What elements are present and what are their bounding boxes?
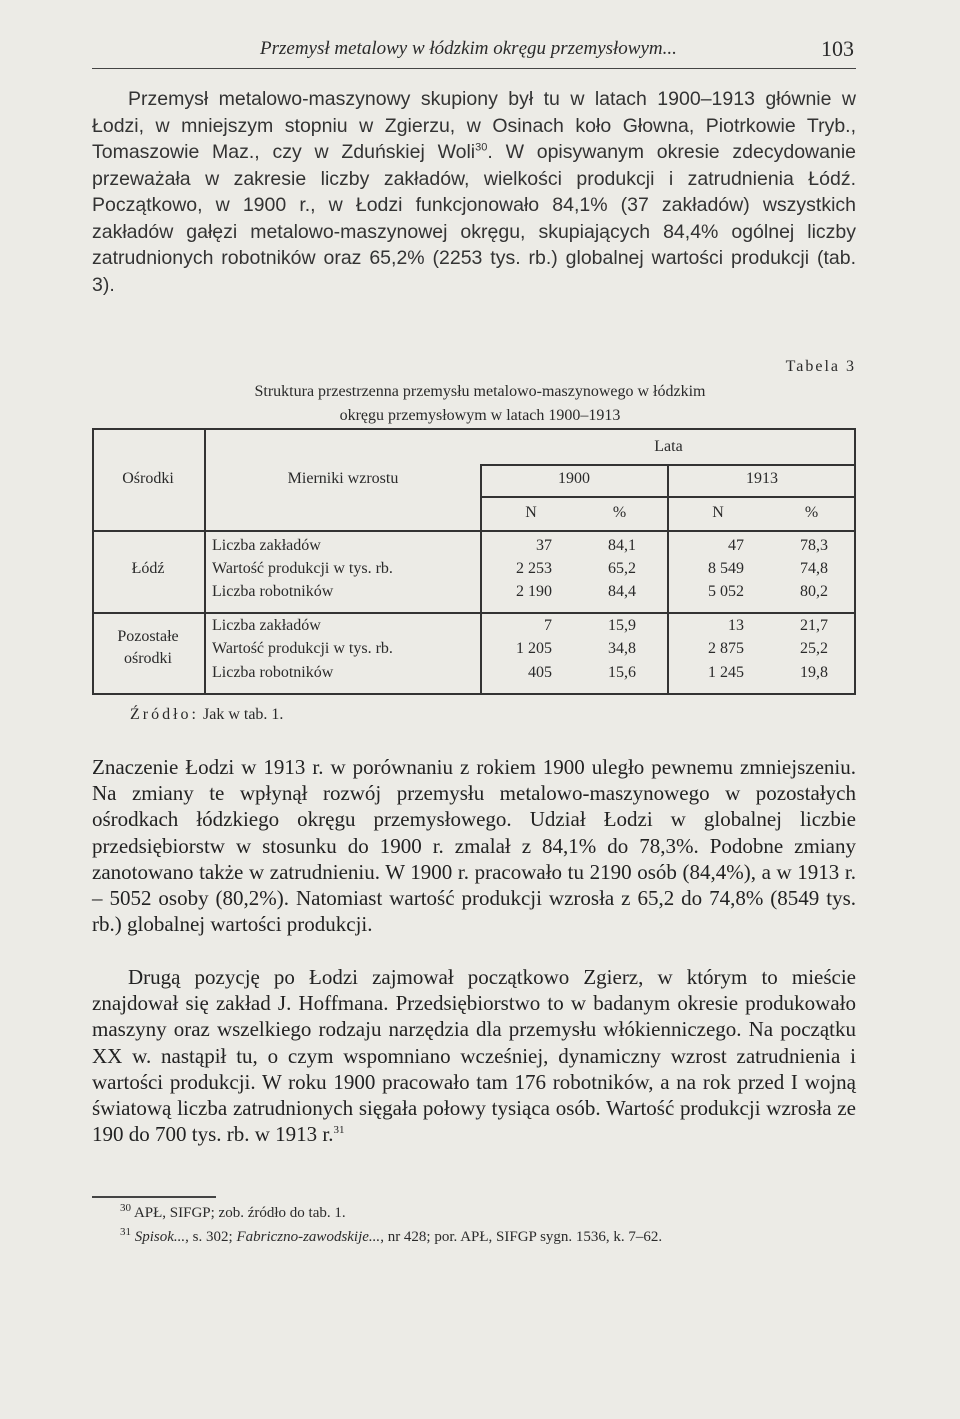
row-label: Liczba robotników [212,583,334,600]
running-title: Przemysł metalowy w łódzkim okręgu przemysłowym... [260,38,677,59]
cell: 25,2 [800,640,828,657]
cell: 1 205 [516,640,552,657]
header-1913: 1913 [746,470,778,487]
group-pozostale: Pozostałe [117,628,179,645]
group-lodz: Łódź [131,560,165,577]
paragraph-3 [92,964,856,1147]
source-label: Źródło: [130,706,199,723]
source-text: Jak w tab. 1. [203,706,284,723]
cell: 84,1 [608,537,636,554]
paragraph-2: Znaczenie Łodzi w 1913 r. w porównaniu z rokiem 1900 uległo pewnemu zmniejszeniu. Na zmiany te wpłynął rozwój przemysłu metalowo-maszynowego w pozostałych ośrodkach łódzkiego okręgu przemysłowego. Udział Łodzi w globalnej liczbie przedsiębiorstw w stosunku do 1900 r. zmalał z 84,1% do 78,3%. Podobne zmiany zanotowano także w zatrudnieniu. W 1900 r. pracowało tu 2190 osób (84,4%), a w 1913 r. – 5052 osoby (80,2%). Natomiast wartość produkcji wzrosła z 65,2 do 74,8% (8549 tys. rb.) globalnej wartości produkcji. [92,755,856,937]
cell: 13 [728,617,744,634]
data-table [92,428,856,694]
table-caption [160,380,800,428]
footnote-title: Spisok... [134,1229,186,1245]
cell: 1 245 [708,664,744,681]
paragraph-1-text-a: Przemysł metalowo-maszynowy skupiony był tu w latach 1900–1913 głównie w Łodzi, w mniejszym stopniu w Zgierzu, w Osinach koło Głowna, Piotrkowie Tryb., Tomaszowie Maz., czy w Zduńskiej Woli [92,88,856,163]
cell: 7 [544,617,552,634]
footnote-title: Fabriczno-zawodskije... [236,1229,381,1245]
row-label: Liczba zakładów [212,617,321,634]
cell: 37 [536,537,552,554]
cell: 5 052 [708,583,744,600]
row-label: Liczba robotników [212,664,334,681]
caption-line-1: Struktura przestrzenna przemysłu metalowo-maszynowego w łódzkim [254,383,706,400]
cell: 2 875 [708,640,744,657]
footnote-text: , nr 428; por. APŁ, SIFGP sygn. 1536, k. 7–62. [380,1229,663,1245]
group-pozostale-line2: ośrodki [124,650,172,667]
footnote-text: , s. 302; [185,1229,237,1245]
footnote-30 [120,1203,346,1223]
cell: 21,7 [800,617,828,634]
page-number: 103 [821,36,854,61]
footnote-31 [120,1227,662,1247]
cell: 80,2 [800,583,828,600]
cell: 8 549 [708,560,744,577]
header-pct-1913: % [804,504,819,521]
footnote-rule [92,1196,216,1198]
footnote-number: 31 [120,1226,131,1238]
cell: 34,8 [608,640,636,657]
cell: 19,8 [800,664,828,681]
row-label: Liczba zakładów [212,537,321,554]
footnote-text: APŁ, SIFGP; zob. źródło do tab. 1. [133,1205,346,1221]
cell: 405 [528,664,552,681]
cell: 47 [728,537,744,554]
cell: 78,3 [800,537,828,554]
cell: 65,2 [608,560,636,577]
header-lata: Lata [654,438,683,455]
header-pct-1900: % [612,504,627,521]
row-label: Wartość produkcji w tys. rb. [212,560,393,577]
cell: 15,6 [608,664,636,681]
cell: 84,4 [608,583,636,600]
cell: 74,8 [800,560,828,577]
cell: 2 253 [516,560,552,577]
footnote-ref-30: 30 [475,141,488,154]
header-n-1913: N [712,504,724,521]
header-mierniki: Mierniki wzrostu [287,470,399,487]
footnote-ref-31: 31 [333,1124,345,1137]
footnote-number: 30 [120,1202,131,1214]
running-head [92,38,856,69]
paragraph-1-text-b: . W opisywanym okresie zdecydowanie przeważała w zakresie liczby zakładów, wielkości produkcji i zatrudnienia Łódź. Początkowo, w 1900 r., w Łodzi funkcjonowało 84,1% (37 zakładów) wszystkich zakładów gałęzi metalowo-maszynowej okręgu, skupiających 84,4% ogólnej liczby zatrudnionych robotników oraz 65,2% (2253 tys. rb.) globalnej wartości produkcji (tab. 3). [92,141,856,296]
caption-line-2: okręgu przemysłowym w latach 1900–1913 [339,407,621,424]
row-label: Wartość produkcji w tys. rb. [212,640,393,657]
cell: 2 190 [516,583,552,600]
paragraph-1 [92,86,856,298]
cell: 15,9 [608,617,636,634]
header-n-1900: N [525,504,537,521]
paragraph-3-text: Drugą pozycję po Łodzi zajmował początkowo Zgierz, w którym to mieście znajdował się zakład J. Hoffmana. Przedsiębiorstwo to w badanym okresie produkowało maszyny oraz wszelkiego rodzaju narzędzia dla przemysłu włókienniczego. Na początku XX w. nastąpił tu, o czym wspomniano wcześniej, dynamiczny wzrost zatrudnienia i wartości produkcji. W roku 1900 pracowało tam 176 robotników, a na rok przed I wojną światową liczba zatrudnionych sięgała połowy tysiąca osób. Wartość produkcji wzrosła ze 190 do 700 tys. rb. w 1913 r. [92,965,856,1147]
table-source [130,706,283,724]
header-1900: 1900 [558,470,590,487]
table-label: Tabela 3 [785,358,856,375]
header-osrodki: Ośrodki [122,470,174,487]
